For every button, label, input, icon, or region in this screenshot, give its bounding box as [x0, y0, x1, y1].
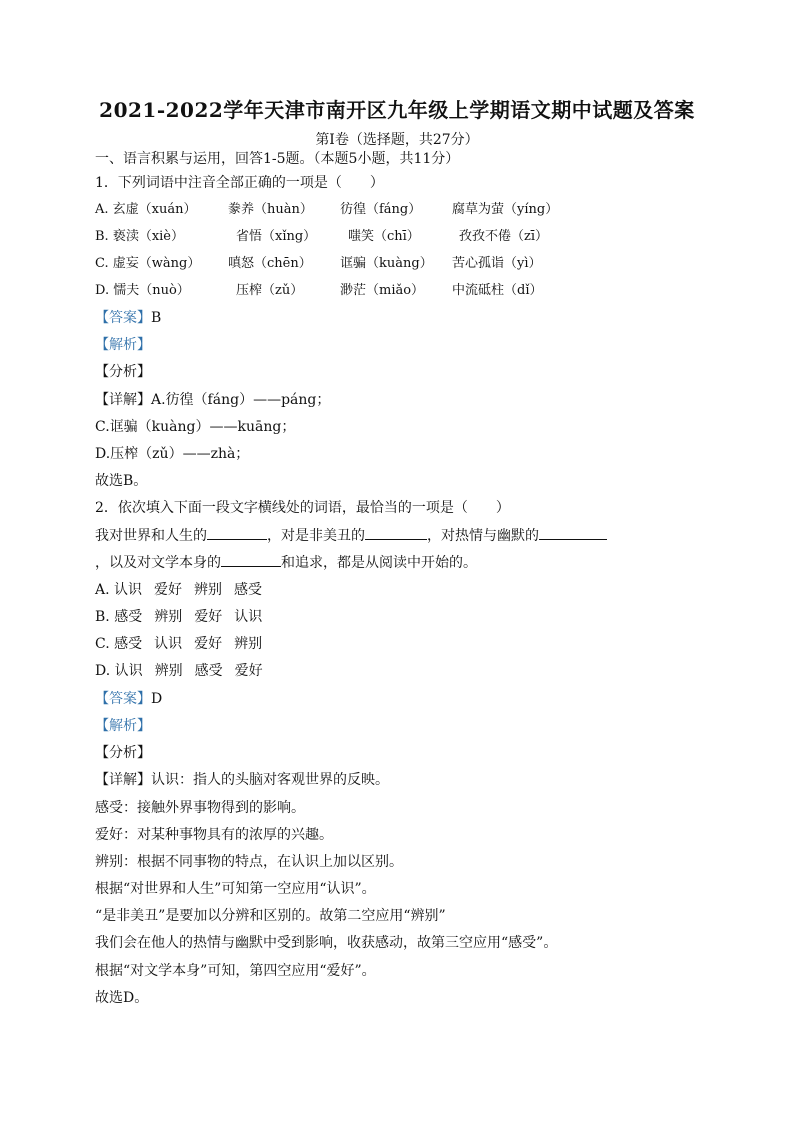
q2-option-b	[95, 608, 262, 626]
q2-passage-text-a: 我对世界和人生的	[95, 528, 207, 544]
q2-passage-text-b: ，对是非美丑的	[267, 528, 365, 544]
q1-fenxi-label: 【分析】	[95, 364, 151, 380]
q1-option-a-1: A. 玄虚（xuán）	[95, 202, 197, 217]
q2-option-c-word-3: 爱好	[194, 636, 223, 652]
q2-option-b-word-3: 爱好	[194, 609, 223, 625]
q2-option-c-letter: C.	[95, 636, 110, 652]
q2-option-c-word-4: 辨别	[234, 636, 263, 652]
q2-detail-line-2: 感受：接触外界事物得到的影响。	[95, 800, 305, 816]
q1-option-c-3: 诓骗（kuàng）	[340, 256, 433, 271]
q1-detail-line-3: D.压榨（zǔ）——zhà；	[95, 446, 250, 462]
q1-option-a-2: 豢养（huàn）	[228, 202, 313, 217]
q2-option-c	[95, 635, 262, 653]
q2-option-a-word-4: 感受	[234, 582, 263, 598]
q1-option-b-1: B. 亵渎（xiè）	[95, 229, 185, 244]
q2-conclusion: 故选D。	[95, 990, 149, 1006]
q1-conclusion: 故选B。	[95, 473, 148, 489]
q2-option-a	[95, 581, 262, 599]
q2-option-a-word-2: 爱好	[154, 582, 183, 598]
q2-passage-text-d: ，以及对文学本身的	[95, 555, 221, 571]
q1-option-d-4: 中流砥柱（dǐ）	[452, 283, 543, 298]
q2-fenxi-label: 【分析】	[95, 745, 151, 761]
q2-option-b-word-1: 感受	[114, 609, 143, 625]
q2-option-b-word-4: 认识	[234, 609, 263, 625]
q2-answer-label: 【答案】	[95, 691, 151, 707]
q1-option-d-1: D. 懦夫（nuò）	[95, 283, 190, 298]
q2-passage-line-2	[95, 554, 477, 572]
q2-blank-3	[539, 527, 607, 540]
q2-option-d-word-3: 感受	[194, 663, 223, 679]
q2-option-a-word-3: 辨别	[194, 582, 223, 598]
q1-option-c-4: 苦心孤诣（yì）	[452, 256, 542, 271]
q2-detail-line-7: 我们会在他人的热情与幽默中受到影响，收获感动，故第三空应用“感受”。	[95, 935, 558, 951]
q1-option-c-2: 嗔怒（chēn）	[228, 256, 312, 271]
q1-answer	[95, 309, 161, 327]
q1-option-a-4: 腐草为萤（yíng）	[452, 202, 559, 217]
q2-option-a-word-1: 认识	[114, 582, 143, 598]
q1-answer-label: 【答案】	[95, 310, 151, 326]
q2-passage-text-c: ，对热情与幽默的	[427, 528, 539, 544]
q1-xiangjie-label: 【详解】	[95, 392, 151, 408]
q2-passage-line-1	[95, 527, 607, 545]
q2-blank-1	[207, 527, 267, 540]
q1-option-b-2: 省悟（xǐng）	[236, 229, 317, 244]
q1-stem: 1．下列词语中注音全部正确的一项是（ ）	[95, 175, 384, 191]
q2-detail-first: 认识：指人的头脑对客观世界的反映。	[151, 772, 389, 788]
q2-detail-line-1	[95, 771, 389, 789]
q2-option-d-word-1: 认识	[114, 663, 143, 679]
document-subtitle: 第Ⅰ卷（选择题，共27分）	[315, 132, 479, 148]
q2-detail-line-3: 爱好：对某种事物具有的浓厚的兴趣。	[95, 827, 333, 843]
q2-detail-line-6: “是非美丑”是要加以分辨和区别的。故第二空应用“辨别”	[95, 908, 446, 924]
q2-passage-text-e: 和追求，都是从阅读中开始的。	[281, 555, 477, 571]
q1-detail-a: A.彷徨（fáng）——páng；	[151, 392, 331, 408]
q2-option-c-word-1: 感受	[114, 636, 143, 652]
q1-option-c-1: C. 虚妄（wàng）	[95, 256, 201, 271]
section-heading: 一、语言积累与运用，回答1-5题。（本题5小题，共11分）	[95, 151, 460, 167]
q2-answer	[95, 690, 162, 708]
q2-option-d-word-2: 辨别	[154, 663, 183, 679]
document-title: 2021-2022学年天津市南开区九年级上学期语文期中试题及答案	[99, 98, 695, 122]
q2-detail-line-8: 根据“对文学本身”可知，第四空应用“爱好”。	[95, 963, 376, 979]
q1-option-d-2: 压榨（zǔ）	[236, 283, 304, 298]
q1-option-b-4: 孜孜不倦（zī）	[459, 229, 549, 244]
q1-detail-line-2: C.诓骗（kuàng）——kuāng；	[95, 419, 296, 435]
q1-answer-value: B	[151, 310, 162, 326]
q2-option-c-word-2: 认识	[154, 636, 183, 652]
q2-blank-2	[365, 527, 427, 540]
q2-option-b-word-2: 辨别	[154, 609, 183, 625]
q2-detail-line-4: 辨别：根据不同事物的特点，在认识上加以区别。	[95, 854, 403, 870]
q2-option-a-letter: A.	[95, 582, 110, 598]
q1-detail-line-1	[95, 391, 330, 409]
q2-jiexi-label: 【解析】	[95, 718, 151, 734]
q1-jiexi-label: 【解析】	[95, 337, 151, 353]
q2-xiangjie-label: 【详解】	[95, 772, 151, 788]
q2-answer-value: D	[151, 691, 163, 707]
q2-detail-line-5: 根据“对世界和人生”可知第一空应用“认识”。	[95, 881, 376, 897]
q1-option-d-3: 渺茫（miǎo）	[340, 283, 425, 298]
q2-blank-4	[221, 554, 281, 567]
q2-option-d	[95, 662, 263, 680]
q1-option-b-3: 嗤笑（chī）	[348, 229, 420, 244]
q2-option-b-letter: B.	[95, 609, 110, 625]
q2-option-d-word-4: 爱好	[234, 663, 263, 679]
q2-option-d-letter: D.	[95, 663, 111, 679]
q1-option-a-3: 彷徨（fáng）	[340, 202, 422, 217]
q2-stem: 2．依次填入下面一段文字横线处的词语，最恰当的一项是（ ）	[95, 500, 510, 516]
